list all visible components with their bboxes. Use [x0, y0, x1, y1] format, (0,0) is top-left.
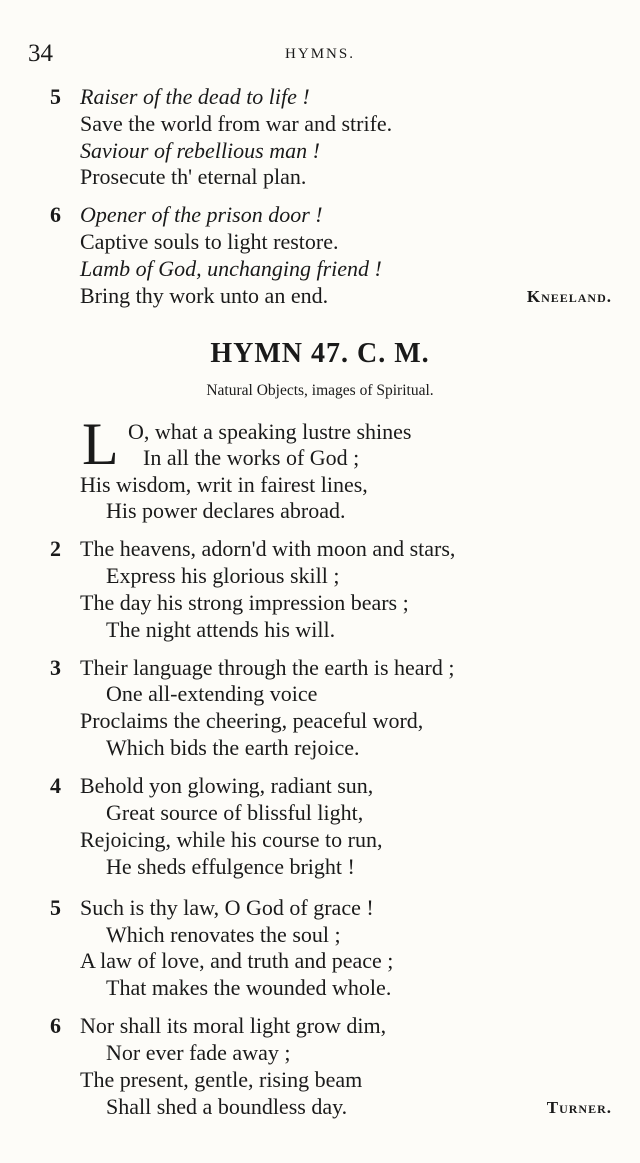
verse-line: Their language through the earth is heard ; [80, 655, 455, 680]
drop-cap: L [82, 411, 119, 477]
verse-line: Captive souls to light restore. [80, 229, 339, 254]
hymn-title: HYMN 47. C. M. [210, 338, 430, 369]
verse-line: A law of love, and truth and peace ; [80, 948, 394, 973]
stanza-number: 5 [50, 895, 61, 920]
verse-line: The night attends his will. [106, 617, 336, 642]
verse-line: He sheds effulgence bright ! [106, 854, 355, 879]
stanza-number: 5 [50, 84, 61, 109]
verse-line: Saviour of rebellious man ! [80, 138, 320, 163]
author-attribution: Turner. [546, 1098, 612, 1117]
verse-line: His power declares abroad. [106, 498, 346, 523]
verse-line: Which renovates the soul ; [106, 922, 341, 947]
verse-line: Such is thy law, O God of grace ! [80, 895, 374, 920]
verse-line: Rejoicing, while his course to run, [80, 827, 383, 852]
verse-line: Lamb of God, unchanging friend ! [80, 256, 382, 281]
verse-line: Express his glorious skill ; [106, 563, 340, 588]
verse-line: Behold yon glowing, radiant sun, [80, 773, 374, 798]
verse-line: Nor ever fade away ; [106, 1040, 291, 1065]
verse-line: Great source of blissful light, [106, 800, 364, 825]
verse-line: Prosecute th' eternal plan. [80, 164, 307, 189]
verse-line: Nor shall its moral light grow dim, [80, 1013, 387, 1038]
verse-line: Opener of the prison door ! [80, 202, 323, 227]
verse-line: Shall shed a boundless day. [106, 1094, 348, 1119]
verse-line: Which bids the earth rejoice. [106, 735, 360, 760]
verse-line: The heavens, adorn'd with moon and stars, [80, 536, 456, 561]
page-number: 34 [28, 40, 53, 67]
stanza-number: 3 [50, 655, 61, 680]
stanza-number: 2 [50, 536, 61, 561]
verse-line: The present, gentle, rising beam [80, 1067, 363, 1092]
verse-line: In all the works of God ; [143, 445, 360, 470]
verse-line: That makes the wounded whole. [106, 975, 392, 1000]
author-attribution: Kneeland. [526, 287, 612, 306]
running-head [28, 40, 612, 70]
stanza-number: 6 [50, 1013, 61, 1038]
running-title: HYMNS. [285, 46, 355, 62]
verse-line: O, what a speaking lustre shines [128, 419, 412, 444]
verse-line: His wisdom, writ in fairest lines, [80, 472, 368, 497]
verse-line: The day his strong impression bears ; [80, 590, 409, 615]
verse-line: Bring thy work unto an end. [80, 283, 329, 308]
verse-line: Save the world from war and strife. [80, 111, 393, 136]
hymn-subtitle: Natural Objects, images of Spiritual. [206, 382, 434, 399]
verse-line: Raiser of the dead to life ! [80, 84, 310, 109]
stanza-number: 6 [50, 202, 61, 227]
stanza-number: 4 [50, 773, 61, 798]
verse-line: One all-extending voice [106, 681, 318, 706]
verse-line: Proclaims the cheering, peaceful word, [80, 708, 424, 733]
